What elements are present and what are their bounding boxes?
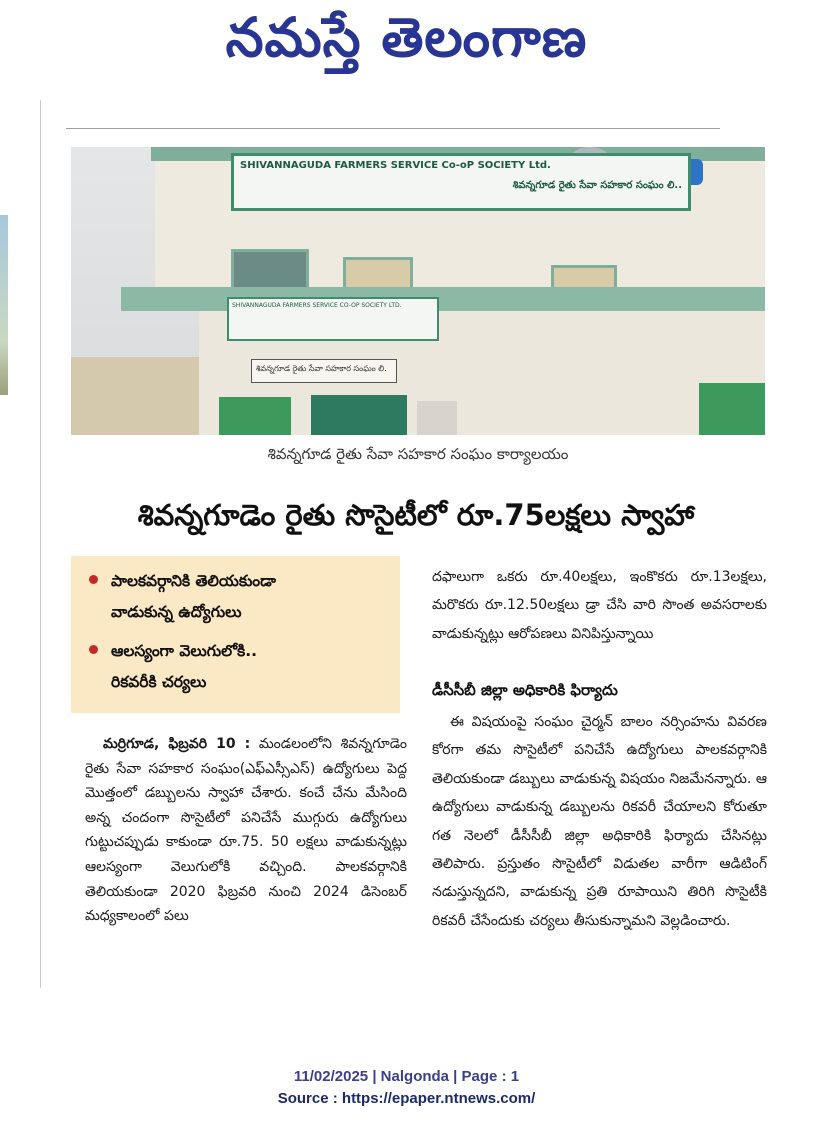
article-photo — [71, 147, 765, 435]
dateline: మర్రిగూడ, ఫిబ్రవరి 10 : — [103, 736, 251, 752]
article-body-right-bottom — [432, 708, 767, 980]
article-body-right-top: దఫాలుగా ఒకరు రూ.40లక్షలు, ఇంకొకరు రూ.13లక్షలు, మరొకరు రూ.12.50లక్షలు డ్రా చేసి వారి సొంత అవసరాలకు వాడుకున్నట్లు ఆరోపణలు వినిపిస్తున్నాయి — [432, 569, 767, 642]
top-rule — [66, 128, 720, 129]
photo-signboard-lower: శివన్నగూడ రైతు సేవా సహకార సంఘం లి. — [251, 359, 397, 383]
photo-caption: శివన్నగూడ రైతు సేవా సహకార సంఘం కార్యాలయం — [267, 445, 569, 463]
masthead — [0, 0, 813, 80]
photo-signboard-middle: SHIVANNAGUDA FARMERS SERVICE CO-OP SOCIETY LTD. — [227, 297, 439, 341]
highlight-item: ఆలస్యంగా వెలుగులోకి.. రికవరీకి చర్యలు — [89, 636, 388, 698]
article-subheading: డీసీసీబీ జిల్లా అధికారికి ఫిర్యాదు — [432, 681, 618, 699]
newspaper-title: నమస్తే తెలంగాణ — [225, 6, 588, 69]
edition-info: 11/02/2025 | Nalgonda | Page : 1 — [293, 1068, 520, 1085]
highlight-item: పాలకవర్గానికి తెలియకుండా వాడుకున్న ఉద్యోగులు — [89, 566, 388, 628]
bullet-icon — [89, 645, 98, 654]
body-text: ఈ విషయంపై సంఘం చైర్మన్ బాలం నర్సింహను వివరణ కోరగా తమ సొసైటీలో పనిచేసే ఉద్యోగులు పాలకవర్గానికి తెలియకుండా డబ్బులు వాడుకున్న విషయం నిజమేనన్నారు. ఆ ఉద్యోగులు వాడుకున్న డబ్బులను రికవరీ చేయాలని కోరుతూ గత నెలలో డీసీసీబీ జిల్లా అధికారికి ఫిర్యాదు చేసినట్లు తెలిపారు. ప్రస్తుతం సొసైటీలో విడుతల వారీగా ఆడిటింగ్ నడుస్తున్నదని, వాడుకున్న ప్రతి రూపాయిని తిరిగి సొసైటీకి రికవరీ చేసేందుకు చర్యలు తీసుకున్నామని వెల్లడించారు. — [432, 714, 767, 929]
column-divider — [40, 100, 41, 988]
page-footer — [0, 1066, 813, 1114]
source-link[interactable]: Source : https://epaper.ntnews.com/ — [277, 1090, 536, 1107]
highlights-box — [71, 556, 400, 713]
article-headline: శివన్నగూడెం రైతు సొసైటీలో రూ.75లక్షలు స్వాహా — [137, 498, 695, 532]
photo-signboard-top: SHIVANNAGUDA FARMERS SERVICE Co-oP SOCIETY Ltd. శివన్నగూడ రైతు సేవా సహకార సంఘం లి.. — [231, 153, 691, 211]
body-text: మండలంలోని శివన్నగూడెం రైతు సేవా సహకార సంఘం(ఎఫ్ఎస్సీఎస్) ఉద్యోగులు పెద్ద మొత్తంలో డబ్బులను స్వాహా చేశారు. కంచే చేను మేసింది అన్న చందంగా సొసైటీలో పనిచేసే ముగ్గురు ఉద్యోగులు గుట్టుచప్పుడు కాకుండా రూ.75. 50 లక్షలు వాడుకున్నట్లు ఆలస్యంగా వెలుగులోకి వచ్చింది. పాలకవర్గానికి తెలియకుండా 2020 ఫిబ్రవరి నుంచి 2024 డిసెంబర్ మధ్యకాలంలో పలు — [85, 736, 407, 925]
article-body-left — [85, 732, 407, 982]
adjacent-article-image-edge — [0, 215, 8, 395]
bullet-icon — [89, 575, 98, 584]
